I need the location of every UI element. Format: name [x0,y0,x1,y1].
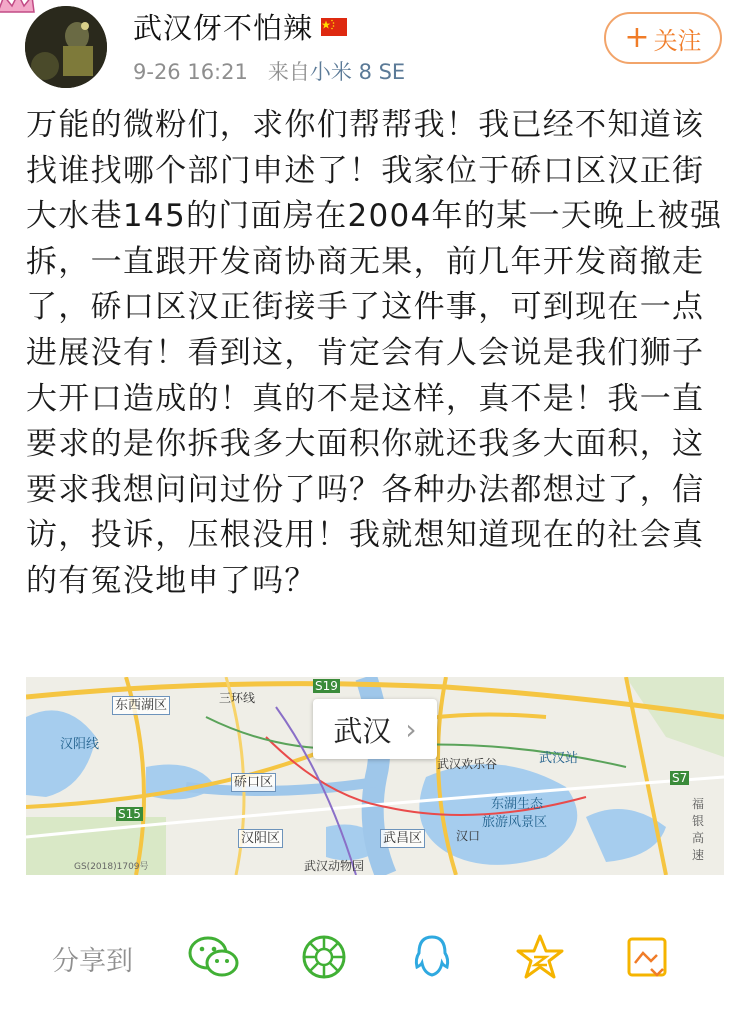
map-label-happy-valley: 武汉欢乐谷 [437,757,498,771]
post-meta [133,56,405,86]
map-label-hankou: 汉口 [456,829,481,843]
location-map[interactable] [26,677,724,875]
qq-icon[interactable] [405,933,459,981]
china-flag-icon [321,18,347,36]
location-bubble[interactable] [313,699,437,759]
avatar[interactable] [25,6,107,88]
moments-icon[interactable] [297,933,351,981]
map-label-dongxihu: 东西湖区 [112,696,170,715]
username[interactable]: 武汉伢不怕辣 [133,11,314,45]
map-label-hanyang: 汉阳区 [238,829,283,848]
map-label-sanhuan: 三环线 [219,691,256,705]
crown-icon [0,0,36,16]
map-label-wuchang: 武昌区 [380,829,425,848]
map-label-qiaokou: 硚口区 [231,773,276,792]
map-label-s15: S15 [118,807,141,821]
chevron-right-icon: › [405,712,417,746]
device-name[interactable]: 小米 8 SE [309,60,406,84]
map-label-donghu: 东湖生态 [491,797,544,812]
share-label: 分享到 [52,946,133,977]
map-label-donghu2: 旅游风景区 [482,815,548,830]
qzone-icon[interactable] [513,933,567,981]
map-label-s19: S19 [315,679,338,693]
map-label-fuyin: 福银高速 [692,797,705,862]
map-label-s7: S7 [672,771,688,785]
post-text: 万能的微粉们，求你们帮帮我！我已经不知道该找谁找哪个部门申述了！我家位于硚口区汉正街大水巷145的门面房在2004年的某一天晚上被强拆，一直跟开发商协商无果，前几年开发商撤走了，硚口区汉正街接手了这件事，可到现在一点进展没有！看到这，肯定会有人会说是我们狮子大开口造成的！真的不是这样，真不是！我一直要求的是你拆我多大面积你就还我多大面积，这要求我想问问过份了吗？各种办法都想过了，信访，投诉，压根没用！我就想知道现在的社会真的有冤没地申了吗？ [26,107,723,599]
map-label-hanyang-line: 汉阳线 [60,737,100,752]
timestamp: 9-26 16:21 [133,60,248,84]
location-name: 武汉 [333,713,392,748]
follow-button[interactable] [604,12,722,64]
share-bar [0,915,750,1000]
map-copyright: GS(2018)1709号 [74,862,149,872]
wechat-icon[interactable] [187,933,241,981]
map-label-zoo: 武汉动物园 [304,859,365,873]
favorite-icon[interactable] [621,933,675,981]
post-header [0,0,750,100]
source-prefix: 来自 [267,60,310,84]
plus-icon: + [624,20,650,55]
map-label-station: 武汉站 [539,751,579,766]
follow-label: 关注 [653,26,702,55]
